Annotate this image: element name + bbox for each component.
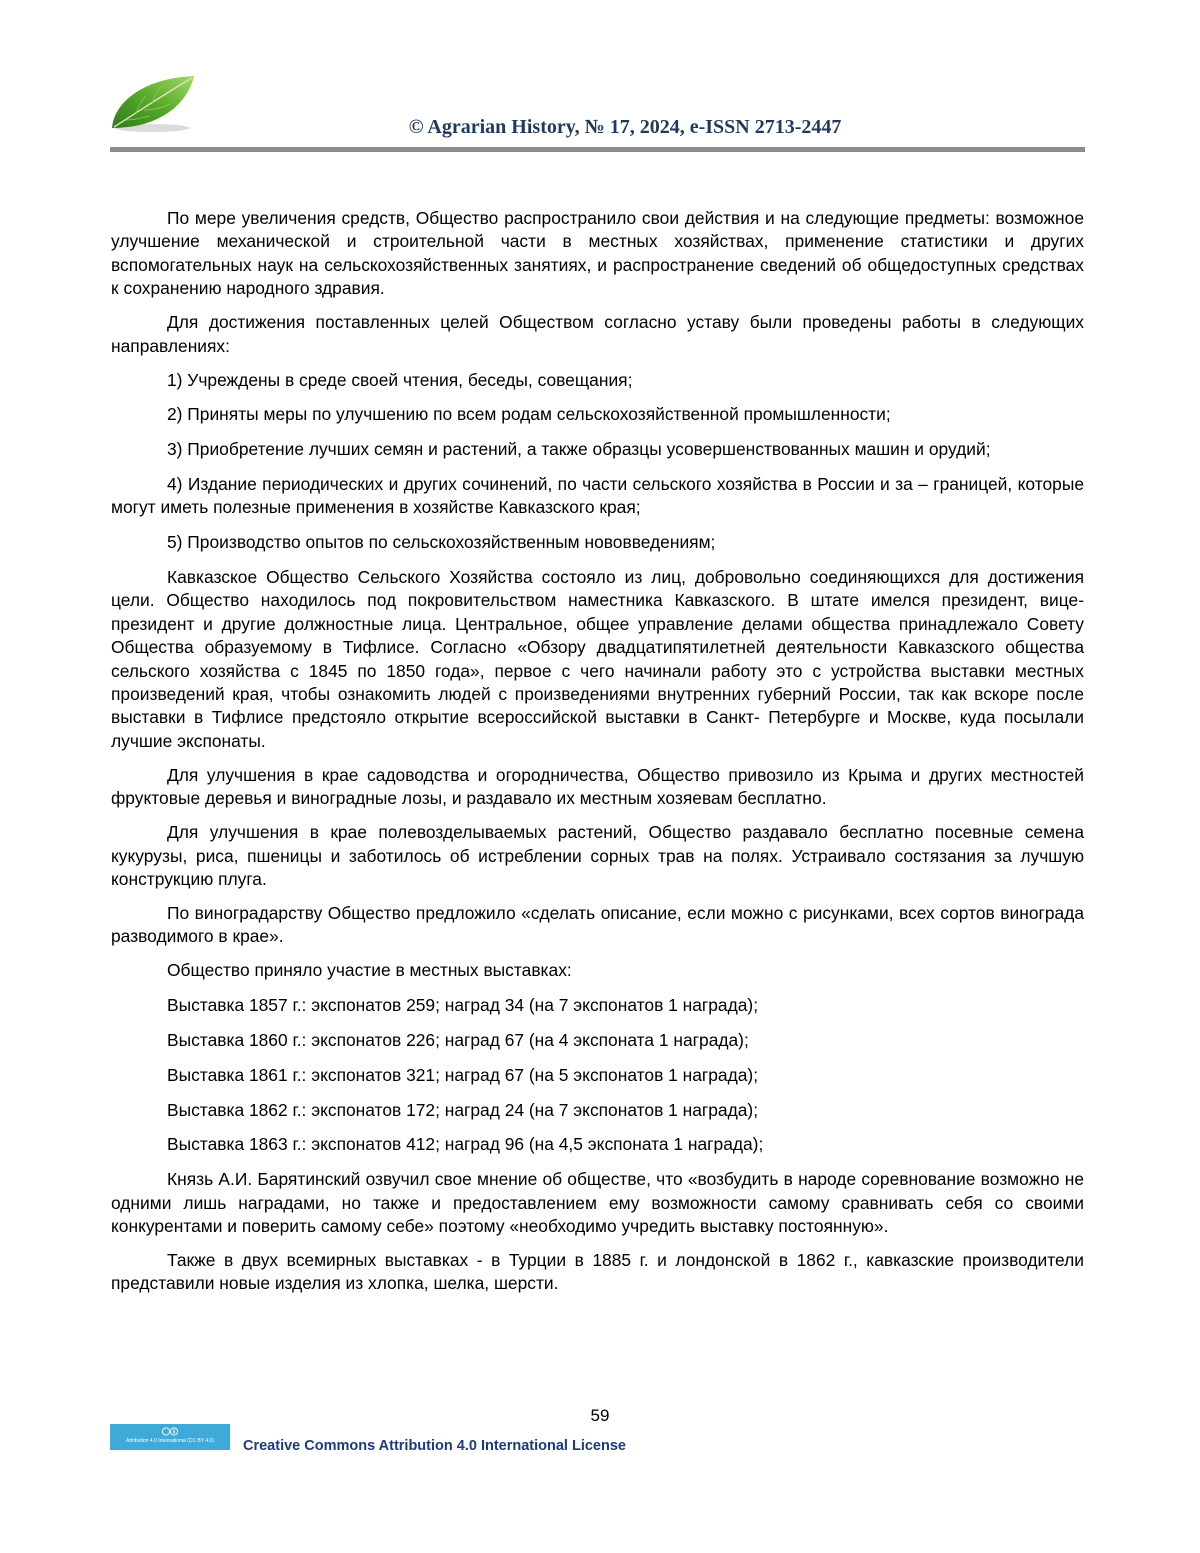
list-item: 2) Приняты меры по улучшению по всем родам сельскохозяйственной промышленности; <box>167 404 891 425</box>
paragraph: Князь А.И. Барятинский озвучил свое мнение об обществе, что «возбудить в народе соревнование возможно не одними лишь наградами, но также и предоставлением ему возможности самому сравнивать себя со своими конкурентами и поверить самому себе» поэтому «необходимо учредить выставку постоянную». <box>111 1169 1084 1237</box>
paragraph: Для достижения поставленных целей Обществом согласно уставу были проведены работы в следующих направлениях: <box>111 312 1084 356</box>
page-number: 59 <box>590 1406 610 1425</box>
paragraph: Для улучшения в крае полевозделываемых растений, Общество раздавало бесплатно посевные семена кукурузы, риса, пшеницы и заботилось об истреблении сорных трав на полях. Устраивало состязания за лучшую конструкцию плуга. <box>111 822 1084 890</box>
list-item: 4) Издание периодических и других сочинений, по части сельского хозяйства в России и за – границей, которые могут иметь полезные применения в хозяйстве Кавказского края; <box>111 474 1084 518</box>
paragraph: Также в двух всемирных выставках - в Турции в 1885 г. и лондонской в 1862 г., кавказские производители представили новые изделия из хлопка, шелка, шерсти. <box>111 1250 1084 1294</box>
header-divider <box>110 147 1085 152</box>
paragraph: Для улучшения в крае садоводства и огородничества, Общество привозило из Крыма и других местностей фруктовые деревья и виноградные лозы, и раздавало их местным хозяевам бесплатно. <box>111 764 1084 809</box>
journal-header-title: © Agrarian History, № 17, 2024, e-ISSN 2713-2447 <box>408 116 842 138</box>
list-item: 1) Учреждены в среде своей чтения, беседы, совещания; <box>167 369 633 390</box>
list-item: Выставка 1863 г.: экспонатов 412; наград 96 (на 4,5 экспоната 1 награда); <box>167 1134 764 1155</box>
cc-license-badge[interactable] <box>110 1424 230 1450</box>
paragraph: Кавказское Общество Сельского Хозяйства состояло из лиц, добровольно соединяющихся для достижения цели. Общество находилось под покровительством наместника Кавказского. В штате имелся президент, вице-президент и другие должностные лица. Центральное, общее управление делами общества принадлежало Совету Общества образуемому в Тифлисе. Согласно «Обзору двадцатипятилетней деятельности Кавказского общества сельского хозяйства с 1845 по 1850 года», первое с чего начинали работу это с устройства выставки местных произведений края, чтобы ознакомить людей с произведениями внутренних губерний России, так как вскоре после выставки в Тифлисе предстояло открытие всероссийской выставки в Санкт- Петербурге и Москве, куда посылали лучшие экспонаты. <box>111 567 1084 751</box>
list-item: Выставка 1857 г.: экспонатов 259; наград 34 (на 7 экспонатов 1 награда); <box>167 995 759 1016</box>
cc-badge-text: Attribution 4.0 International (CC BY 4.0) <box>125 1438 214 1444</box>
list-item: Выставка 1861 г.: экспонатов 321; наград 67 (на 5 экспонатов 1 награда); <box>167 1064 759 1085</box>
article-body <box>111 207 1084 1306</box>
list-item: 3) Приобретение лучших семян и растений, а также образцы усовершенствованных машин и орудий; <box>167 439 991 460</box>
paragraph: Общество приняло участие в местных выставках: <box>167 960 572 981</box>
license-link[interactable]: Creative Commons Attribution 4.0 International License <box>243 1438 626 1454</box>
list-item: 5) Производство опытов по сельскохозяйственным нововведениям; <box>167 532 716 553</box>
list-item: Выставка 1860 г.: экспонатов 226; наград 67 (на 4 экспоната 1 награда); <box>167 1030 749 1051</box>
paragraph: По виноградарству Общество предложило «сделать описание, если можно с рисунками, всех сортов винограда разводимого в крае». <box>111 903 1084 947</box>
cc-by-icon <box>162 1427 178 1436</box>
list-item: Выставка 1862 г.: экспонатов 172; наград 24 (на 7 экспонатов 1 награда); <box>167 1099 759 1120</box>
paragraph: По мере увеличения средств, Общество распространило свои действия и на следующие предметы: возможное улучшение механической и строительной части в местных хозяйствах, применение статистики и других вспомогательных наук на сельскохозяйственных занятиях, и распространение сведений об общедоступных средствах к сохранению народного здравия. <box>111 208 1084 299</box>
